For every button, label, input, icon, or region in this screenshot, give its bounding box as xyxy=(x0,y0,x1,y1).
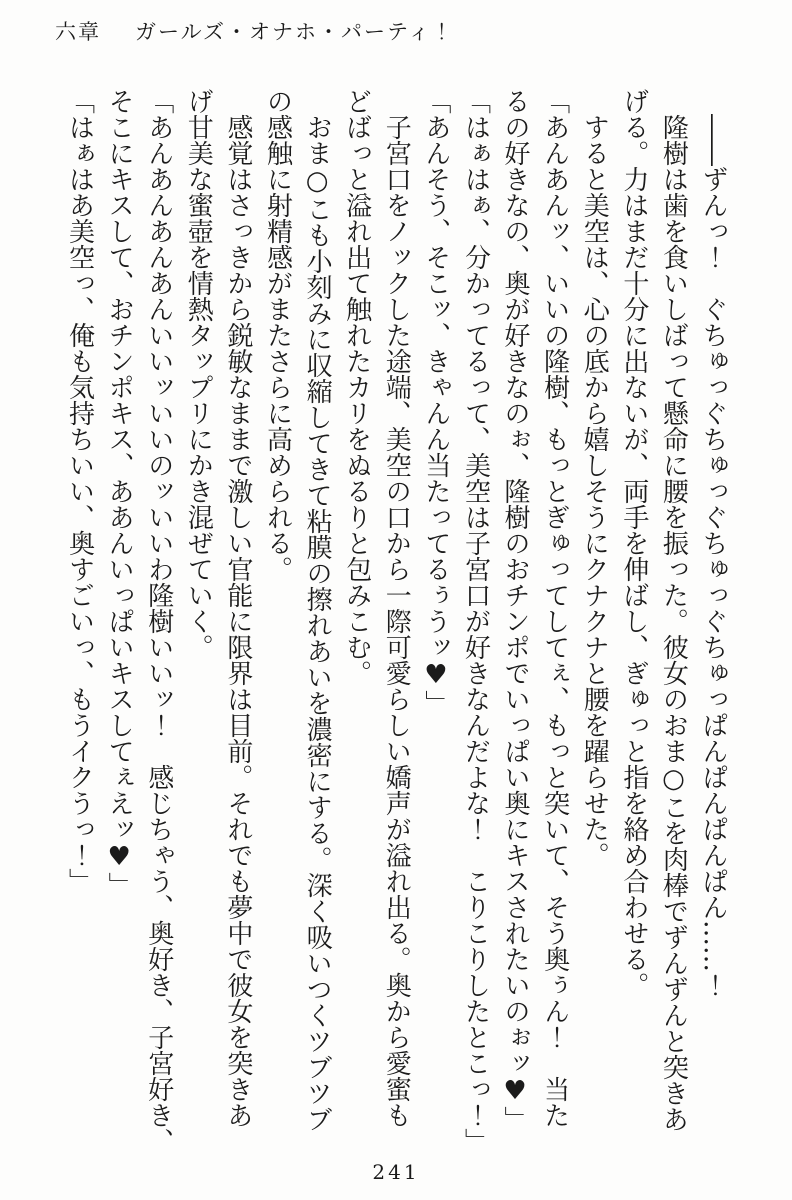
text-column: るの好きなの、奥が好きなのぉ、隆樹のおチンポでいっぱい奥にキスされたいのぉッ♥」 xyxy=(500,88,531,1132)
text-column: おま○こも小刻みに収縮してきて粘膜の擦れあいを濃密にする。深く吸いつくツブツブ xyxy=(302,88,333,1132)
text-column: 「あんあんッ、いいの隆樹、もっとぎゅってしてぇ、もっと突いて、そう奥ぅん！ 当た xyxy=(539,88,570,1128)
text-column: げ甘美な蜜壺を情熱タップリにかき混ぜていく。 xyxy=(183,88,214,660)
text-column: 感覚はさっきから鋭敏なままで激しい官能に限界は目前。それでも夢中で彼女を突きあ xyxy=(222,88,253,1128)
text-column: どばっと溢れ出て触れたカリをぬるりと包みこむ。 xyxy=(341,88,372,686)
text-column: 「はぁはぁ、分かってるって、美空は子宮口が好きなんだよな！ こりこりしたとこっ！」 xyxy=(460,88,491,1154)
text-column: ――ずんっ！ ぐちゅっぐちゅっぐちゅっぐちゅっぱんぱんぱんぱん……！ xyxy=(698,88,728,998)
text-column: の感触に射精感がまたさらに高められる。 xyxy=(262,88,293,582)
chapter-header xyxy=(55,16,454,46)
text-column: 隆樹は歯を食いしばって懸命に腰を振った。彼女のおま○こを肉棒でずんずんと突きあ xyxy=(658,88,689,1132)
text-column: 「あんあんあんあんいいッいいのッいいわ隆樹いいッ！ 感じちゃう、奥好き、子宮好き、 xyxy=(143,88,174,1154)
text-column: そこにキスして、おチンポキス、ああんいっぱいキスしてぇえッ♥」 xyxy=(104,88,135,898)
text-column: すると美空は、心の底から嬉しそうにクナクナと腰を躍らせた。 xyxy=(579,88,610,868)
text-column: 子宮口をノックした途端、美空の口から一際可愛らしい嬌声が溢れ出る。奥から愛蜜も xyxy=(381,88,412,1128)
vertical-text-block xyxy=(59,88,732,1166)
text-column: 「はぁはあ美空っ、俺も気持ちいい、奥すごいっ、もうイクうっ！」 xyxy=(64,88,95,894)
chapter-number-label: 六章 xyxy=(55,20,101,44)
text-column: げる。力はまだ十分に出ないが、両手を伸ばし、ぎゅっと指を絡め合わせる。 xyxy=(618,88,649,998)
page-number: 241 xyxy=(372,1160,420,1184)
chapter-title: ガールズ・オナホ・パーティ！ xyxy=(135,20,455,44)
text-column: 「あんそう、そこッ、きゃんん当たってるぅうッ♥」 xyxy=(420,88,451,716)
